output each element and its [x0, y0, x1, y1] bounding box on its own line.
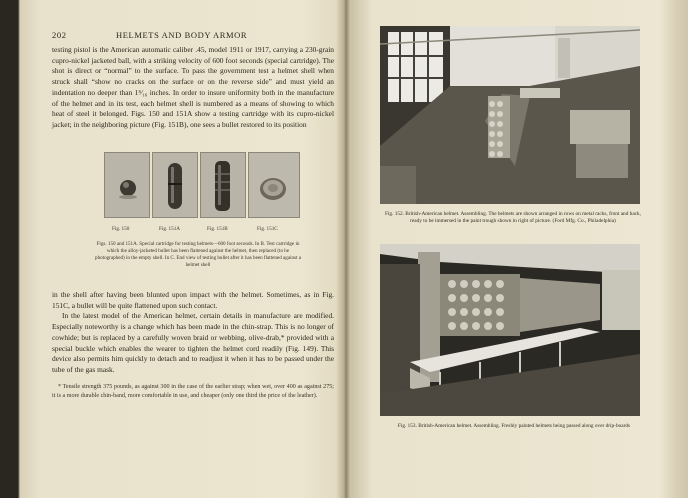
figure-caption: Figs. 150 and 151A. Special cartridge for testing helmets—600 foot seconds. In B. Test cartridge in which the alloy-jacketed bullet has been flattened against the helmet, then replaced (to be photographed) in the empty shell. In C. End view of testing bullet after it has been flattened against a helmet shell: [95, 241, 301, 268]
cartridge-icon: [201, 153, 245, 217]
footnote: * Tensile strength 375 pounds, as against 300 in the case of the earlier strap; when wet, over 400 as against 275; it is a more durable chin-band, more comfortable in use, and cheaper (only one third the price of the leather).: [52, 384, 334, 399]
bullet-icon: [105, 153, 149, 217]
body-paragraph-top: testing pistol is the American automatic caliber .45, model 1911 or 1917, carrying a 230-grain cupro-nickel jacketed ball, with a striking velocity of 600 foot seconds (special cartridge). The shot is direct or “normal” to the surface. To pass the government test a helmet shell when struck shall “show no cracks on the surface or on the reverse side” and must yield an indentation no deeper than 1⁵⁄₁₆ inches. In order to insure uniformity both in the manufacture of the helmet and in its test, each helmet shell is numbered as a means of showing to which heat of steel it belonged. Figs. 150 and 151A show a testing cartridge with its cupro-nickel jacket; in the neighboring picture (Fig. 151B), one sees a bullet restored to its position: [52, 45, 334, 129]
paragraph-continuation: in the shell after having been blunted upon impact with the helmet. Sometimes, as in Fig. 151C, a bullet will be quite flattened upon such contact.: [52, 290, 334, 310]
right-page: [350, 0, 670, 498]
running-head: [52, 30, 332, 42]
fig-152-photograph: [380, 26, 640, 204]
factory-racks-photo-icon: [380, 26, 640, 204]
flattened-bullet-icon: [249, 153, 299, 217]
fig-150-photo: [104, 152, 150, 218]
fig-151b-photo: [200, 152, 246, 218]
fig-153-caption: Fig. 153. British-American helmet. Assembling. Freshly painted helmets being passed along over drip-boards: [397, 423, 631, 429]
cartridge-photo-row: [104, 152, 304, 232]
fig-label: Fig. 151A: [159, 226, 181, 232]
drip-boards-photo-icon: [380, 244, 640, 416]
left-page: [22, 0, 342, 498]
fig-153-photograph: [380, 244, 640, 416]
page-number: 202: [52, 30, 67, 40]
fig-label: Fig. 150: [112, 226, 130, 232]
paragraph-chin-strap: In the latest model of the American helmet, certain details in manufacture are modified. Especially noteworthy is a change which has been made in the chin-strap. This is no longer of cowhide; but is replaced by a carefully woven braid or webbing, olive-drab,* provided with a special buckle which enables the wearer to tighten the helmet cord readily (Fig. 149). This device also permits him quickly to detach and to readjust it when it has to be passed under the tube of the gas mask.: [52, 311, 334, 374]
body-paragraph-bottom: [52, 290, 334, 376]
cartridge-icon: [153, 153, 197, 217]
fig-151c-photo: [248, 152, 300, 218]
fig-label: Fig. 151B: [207, 226, 228, 232]
fig-151a-photo: [152, 152, 198, 218]
fig-152-caption: Fig. 152. British-American helmet. Assembling. The helmets are shown arranged in rows on metal racks, front and back, ready to be immersed in the paint trough shown in right of picture. (Ford Mfg. Co., Philadelphia): [384, 211, 641, 224]
fig-label: Fig. 151C: [257, 226, 278, 232]
running-title: HELMETS AND BODY ARMOR: [116, 30, 248, 40]
